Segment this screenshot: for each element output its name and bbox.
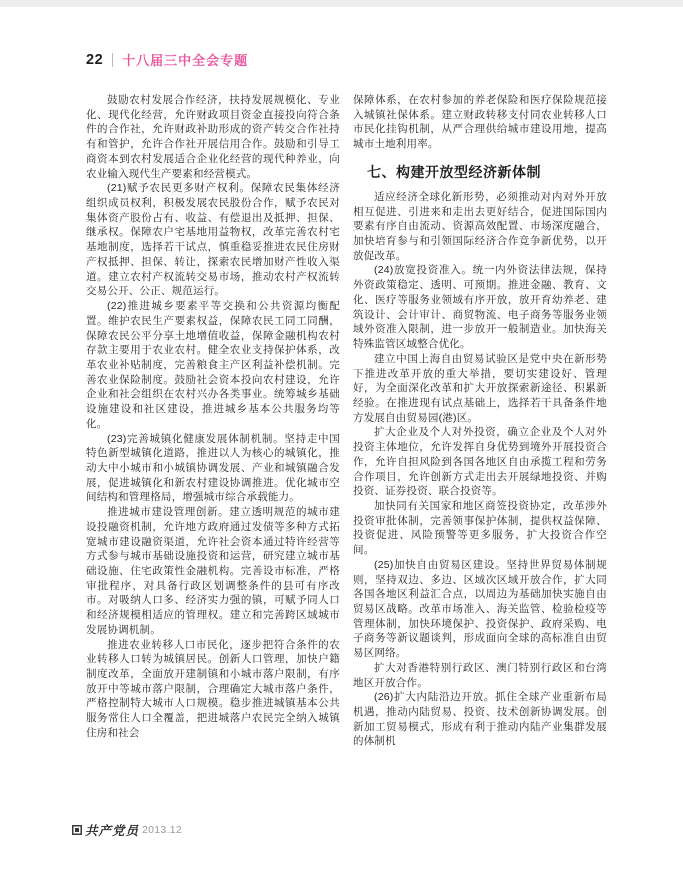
- paragraph: 扩大对香港特别行政区、澳门特别行政区和台湾地区开放合作。: [353, 661, 607, 689]
- paragraph: 扩大企业及个人对外投资，确立企业及个人对外投资主体地位，允许发挥自身优势到境外开展投资合作，允许自担风险到各国各地区自由承揽工程和劳务合作项目，允许创新方式走出去开展绿地投资、并购投资、证券投资、联合投资等。: [353, 426, 607, 498]
- header-divider: [112, 53, 113, 67]
- paragraph: (25)加快自由贸易区建设。坚持世界贸易体制规则，坚持双边、多边、区域次区域开放合作，扩大同各国各地区利益汇合点，以周边为基础加快实施自由贸易区战略。改革市场准入、海关监管、检验检疫等管理体制，加快环境保护、投资保护、政府采购、电子商务等新议题谈判，形成面向全球的高标准自由贸易区网络。: [353, 558, 607, 660]
- magazine-name: 共产党员: [85, 824, 140, 838]
- right-column: [353, 93, 607, 805]
- page-footer: [72, 821, 182, 839]
- paragraph: (24)放宽投资准入。统一内外资法律法规，保持外资政策稳定、透明、可预期。推进金融、教育、文化、医疗等服务业领域有序开放，放开育幼养老、建筑设计、会计审计、商贸物流、电子商务等服务业领域外资准入限制，进一步放开一般制造业。加快海关特殊监管区域整合优化。: [353, 264, 607, 351]
- page-header: [86, 50, 248, 69]
- header-topic-label: 十八届三中全会专题: [122, 53, 249, 68]
- paragraph: (22)推进城乡要素平等交换和公共资源均衡配置。维护农民生产要素权益，保障农民工同工同酬，保障农民公平分享土地增值收益，保障金融机构农村存款主要用于农业农村。健全农业支持保护体系，改革农业补贴制度，完善粮食主产区利益补偿机制。完善农业保险制度。鼓励社会资本投向农村建设，允许企业和社会组织在农村兴办各类事业。统筹城乡基础设施建设和社区建设，推进城乡基本公共服务均等化。: [86, 300, 340, 430]
- page-number: 22: [86, 51, 104, 68]
- paragraph: 建立中国上海自由贸易试验区是党中央在新形势下推进改革开放的重大举措，要切实建设好、管理好，为全面深化改革和扩大开放探索新途径、积累新经验。在推进现有试点基础上，选择若干具备条件地方发展自由贸易园(港)区。: [353, 352, 607, 424]
- page-top-edge: [0, 0, 683, 7]
- section-heading: 七、构建开放型经济新体制: [367, 163, 541, 180]
- paragraph: 推进城市建设管理创新。建立透明规范的城市建设投融资机制，允许地方政府通过发债等多种方式拓宽城市建设融资渠道，允许社会资本通过特许经营等方式参与城市基础设施投资和运营，研究建立城市基础设施、住宅政策性金融机构。完善设市标准，严格审批程序，对具备行政区划调整条件的县可有序改市。对吸纳人口多、经济实力强的镇，可赋予同人口和经济规模相适应的管理权。建立和完善跨区域城市发展协调机制。: [86, 506, 340, 636]
- paragraph: 适应经济全球化新形势，必须推动对内对外开放相互促进、引进来和走出去更好结合，促进国际国内要素有序自由流动、资源高效配置、市场深度融合，加快培育参与和引领国际经济合作竞争新优势，以开放促改革。: [353, 190, 607, 262]
- left-column: [86, 93, 340, 805]
- paragraph: (23)完善城镇化健康发展体制机制。坚持走中国特色新型城镇化道路，推进以人为核心的城镇化，推动大中小城市和小城镇协调发展、产业和城镇融合发展，促进城镇化和新农村建设协调推进。优化城市空间结构和管理格局，增强城市综合承载能力。: [86, 432, 340, 504]
- paragraph: (21)赋予农民更多财产权利。保障农民集体经济组织成员权利，积极发展农民股份合作，赋予农民对集体资产股份占有、收益、有偿退出及抵押、担保、继承权。保障农户宅基地用益物权，改革完善农村宅基地制度，选择若干试点，慎重稳妥推进农民住房财产权抵押、担保、转让，探索农民增加财产性收入渠道。建立农村产权流转交易市场，推动农村产权流转交易公开、公正、规范运行。: [86, 182, 340, 298]
- paragraph: 保障体系，在农村参加的养老保险和医疗保险规范接入城镇社保体系。建立财政转移支付同农业转移人口市民化挂钩机制，从严合理供给城市建设用地，提高城市土地利用率。: [353, 94, 607, 151]
- paragraph: (26)扩大内陆沿边开放。抓住全球产业重新布局机遇，推动内陆贸易、投资、技术创新协调发展。创新加工贸易模式，形成有利于推动内陆产业集群发展的体制机: [353, 691, 607, 748]
- issue-number: 2013.12: [142, 824, 183, 836]
- paragraph: 加快同有关国家和地区商签投资协定，改革涉外投资审批体制，完善领事保护体制，提供权益保障、投资促进、风险预警等更多服务，扩大投资合作空间。: [353, 499, 607, 557]
- magazine-logo-icon: [72, 825, 82, 835]
- article-body: [86, 93, 607, 805]
- paragraph: 推进农业转移人口市民化，逐步把符合条件的农业转移人口转为城镇居民。创新人口管理，加快户籍制度改革，全面放开建制镇和小城市落户限制，有序放开中等城市落户限制，合理确定大城市落户条件，严格控制特大城市人口规模。稳步推进城镇基本公共服务常住人口全覆盖，把进城落户农民完全纳入城镇住房和社会: [86, 638, 340, 739]
- paragraph: 鼓励农村发展合作经济，扶持发展规模化、专业化、现代化经营，允许财政项目资金直接投向符合条件的合作社，允许财政补助形成的资产转交合作社持有和管护，允许合作社开展信用合作。鼓励和引导工商资本到农村发展适合企业化经营的现代种养业，向农业输入现代生产要素和经营模式。: [86, 94, 340, 180]
